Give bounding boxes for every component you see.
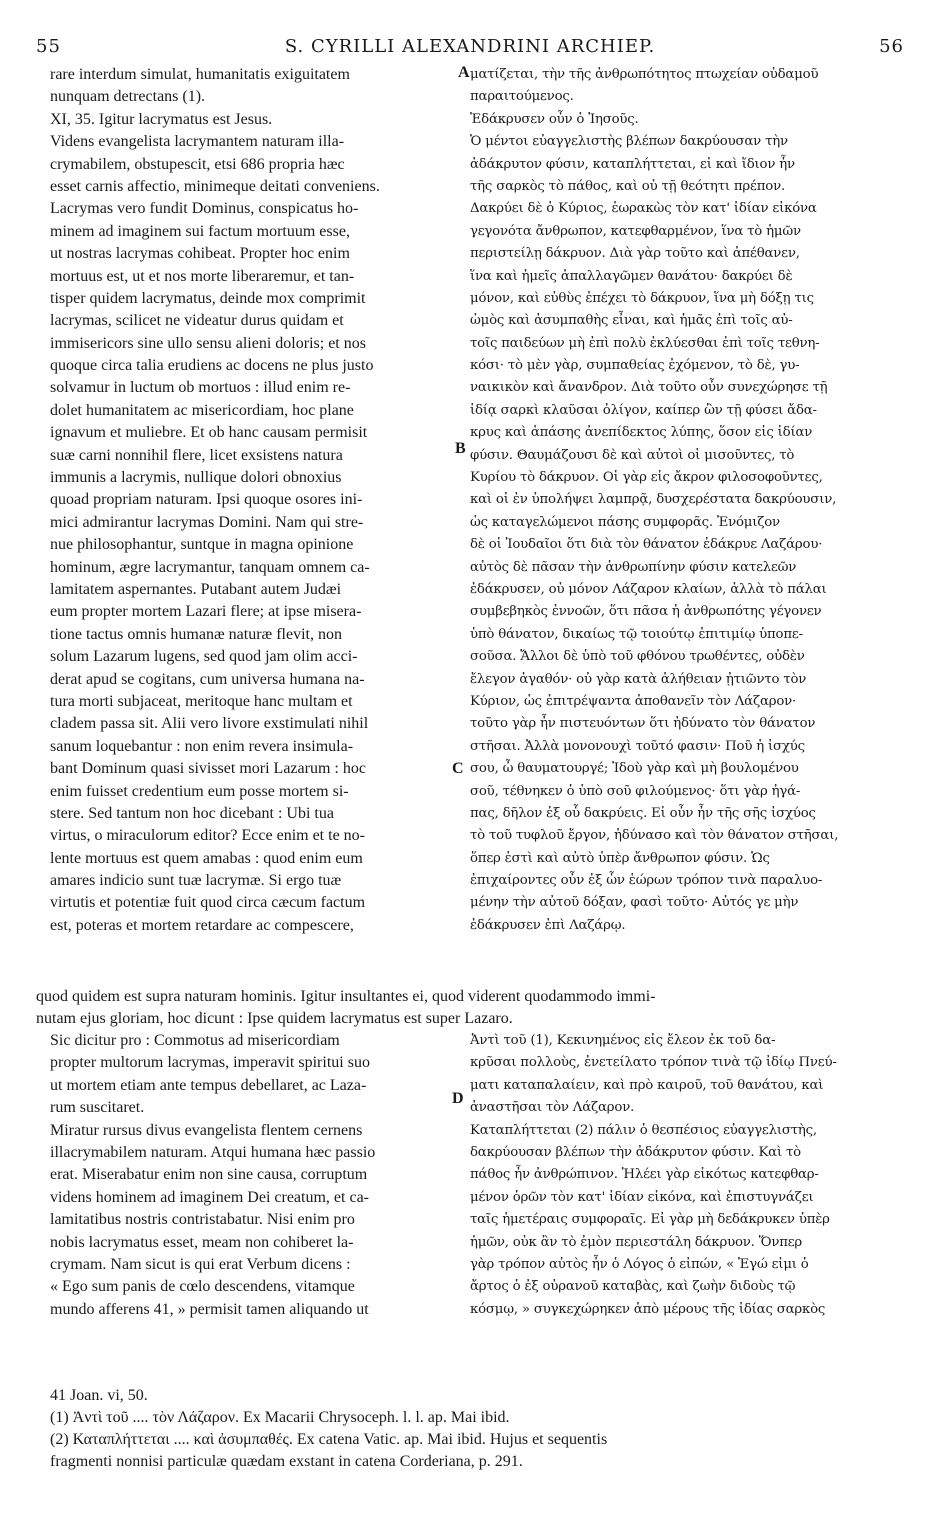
margin-marker-c: C (452, 760, 464, 777)
greek-text-line: ἐπιχαίροντες οὖν ἐξ ὧν ἑώρων τρόπον τινὰ παραλυο- (470, 873, 823, 889)
greek-text-line: Ἀντὶ τοῦ (1), Κεκινημένος εἰς ἔλεον ἐκ τοῦ δα- (470, 1033, 776, 1048)
page-number-left: 55 (36, 36, 61, 57)
latin-text-line: enim fuisset credentium eum posse mortem si- (50, 782, 349, 800)
running-title: S. CYRILLI ALEXANDRINI ARCHIEP. (284, 36, 656, 57)
greek-text-line: ἡμῶν, οὐκ ἂν τὸ ἐμὸν περιεστάλη δάκρυον. Ὅνπερ (470, 1234, 803, 1250)
full-width-text-line: nutam ejus gloriam, hoc dicunt : Ipse quidem lacrymatus est super Lazaro. (36, 1010, 513, 1027)
greek-text-line: δὲ οἱ Ἰουδαῖοι ὅτι διὰ τὸν θάνατον ἐδάκρυε Λαζάρου· (470, 537, 823, 553)
greek-text-line: ματι καταπαλαίειν, καὶ πρὸ καιροῦ, τοῦ θανάτου, καὶ (470, 1077, 824, 1093)
latin-text-line: minem ad imaginem sui factum mortuum esse, (50, 222, 350, 240)
greek-text-line: Καταπλήττεται (2) πάλιν ὁ θεσπέσιος εὐαγγελιστὴς, (470, 1122, 817, 1138)
greek-text-line: γεγονότα ἄνθρωπον, κατεφθαρμένον, ἵνα τὸ ἡμῶν (470, 223, 801, 239)
greek-text-line: τοῦτο γὰρ ἦν πιστευόντων ὅτι ἠδύνατο τὸν θάνατον (470, 716, 816, 732)
greek-text-line: μένον ὁρῶν τὸν κατ' ἰδίαν εἰκόνα, καὶ ἐπιστυγνάζει (470, 1189, 814, 1205)
greek-text-line: δακρύουσαν βλέπων τὴν ἀδάκρυτον φύσιν. Καὶ τὸ (470, 1144, 801, 1160)
greek-text-line: κρῦσαι πολλοὺς, ἐνετείλατο τρόπον τινὰ τῷ ἰδίῳ Πνεύ- (470, 1055, 837, 1071)
latin-text-line: stere. Sed tantum non hoc dicebant : Ubi tua (50, 804, 334, 822)
latin-text-line: nobis lacrymatus esset, meam non cohiberet la- (50, 1233, 354, 1251)
greek-text-line: ὅπερ ἐστὶ καὶ αὐτὸ ὑπὲρ ἄνθρωπον φύσιν. Ὡς (470, 850, 770, 866)
latin-text-line: solum Lazarum lugens, sed quod jam olim acci- (50, 648, 358, 666)
latin-text-line: lamitatibus nostris contristabatur. Nisi enim pro (50, 1211, 355, 1229)
latin-text-line: sanum loquebantur : non enim revera insimula- (50, 737, 354, 755)
greek-text-line: καὶ οἱ ἐν ὑπολήψει λαμπρᾷ, δυσχερέστατα δακρύουσιν, (470, 492, 837, 508)
latin-text-line: amares indicio sunt tuæ lacrymæ. Si ergo tuæ (50, 872, 342, 890)
latin-text-line: dolet humanitatem ac misericordiam, hoc plane (50, 401, 354, 419)
latin-text-line: immisericors sine ullo sensu alieni doloris; et nos (50, 334, 366, 352)
latin-text-line: lente mortuus est quem amabas : quod enim eum (50, 849, 363, 867)
greek-text-line: Κύριον, ὡς ἐπιτρέψαντα ἀποθανεῖν τὸν Λάζαρον· (470, 693, 797, 709)
latin-text-line: Videns evangelista lacrymantem naturam illa- (50, 133, 345, 151)
latin-text-line: tisper quidem lacrymatus, deinde mox comprimit (50, 289, 366, 307)
greek-text-line: πας, δῆλον ἐξ οὗ δακρύεις. Εἰ οὖν ἦν τῆς σῆς ἰσχύος (470, 805, 816, 821)
greek-text-line: Δακρύει δὲ ὁ Κύριος, ἑωρακὼς τὸν κατ' ἰδίαν εἰκόνα (470, 201, 817, 217)
latin-text-line: lacrymas, scilicet ne videatur durus quidam et (50, 312, 344, 330)
latin-text-line: ut nostras lacrymas cohibeat. Propter hoc enim (50, 245, 350, 263)
full-width-lines (36, 986, 904, 1030)
latin-text-line: eum propter mortem Lazari flere; at ipse misera- (50, 603, 362, 621)
latin-text-line: solvamur in luctum ob mortuos : illud enim re- (50, 379, 351, 397)
latin-text-line: videns hominem ad imaginem Dei creatum, et ca- (50, 1188, 369, 1206)
margin-marker-d: D (452, 1090, 464, 1107)
footnote-line: fragmenti nonnisi particulæ quædam exstant in catena Corderiana, p. 291. (50, 1453, 523, 1470)
greek-text-line: κρυς καὶ ἁπάσης ἀνεπίδεκτος λύπης, ὅσον εἰς ἰδίαν (470, 425, 813, 441)
greek-text-line: παραιτούμενος. (470, 89, 574, 105)
greek-text-line: μόνον, καὶ εὐθὺς ἐπέχει τὸ δάκρυον, ἵνα μὴ δόξῃ τις (470, 290, 814, 306)
latin-text-line: nunquam detrectans (1). (50, 88, 206, 106)
latin-column-bottom (50, 1030, 460, 1321)
latin-text-line: mundo afferens 41, » permisit tamen aliquando ut (50, 1300, 369, 1318)
latin-text-line: rum suscitaret. (50, 1099, 145, 1117)
greek-text-line: περιστείλῃ δάκρυον. Διὰ γὰρ τοῦτο καὶ ἀπέθανεν, (470, 246, 800, 262)
greek-text-line: Κυρίου τὸ δάκρυον. Οἱ γὰρ εἰς ἄκρον φιλοσοφοῦντες, (470, 470, 823, 486)
greek-text-line: στῆσαι. Ἀλλὰ μονονουχὶ τοῦτό φασιν· Ποῦ ἡ ἰσχύς (470, 738, 805, 754)
latin-text-line: Miratur rursus divus evangelista flentem cernens (50, 1121, 363, 1139)
greek-text-line: μένην τὴν αὐτοῦ δόξαν, φασὶ τοῦτο· Αὐτός γε μὴν (470, 895, 799, 911)
greek-text-line: ἄρτος ὁ ἐξ οὐρανοῦ καταβὰς, καὶ ζωὴν διδοὺς τῷ (470, 1279, 796, 1295)
greek-text-line: πάθος ἦν ἀνθρώπινον. Ἠλέει γὰρ εἰκότως κατεφθαρ- (470, 1167, 819, 1183)
latin-text-line: esset carnis affectio, minimeque deitati conveniens. (50, 177, 380, 195)
latin-text-line: nue philosophantur, suntque in magna opinione (50, 536, 354, 554)
latin-text-line: suæ carni nonnihil flere, licet exsistens natura (50, 446, 343, 464)
greek-text-line: ἵνα καὶ ἡμεῖς ἀπαλλαγῶμεν θανάτου· δακρύει δὲ (470, 268, 793, 284)
latin-text-line: « Ego sum panis de cœlo descendens, vitamque (50, 1278, 355, 1296)
greek-text-line: ἔλεγον ἀγαθόν· οὐ γὰρ κατὰ ἀλήθειαν ᾐτιῶντο τὸν (470, 671, 807, 687)
latin-text-line: virtus, o miraculorum editor? Ecce enim et te no- (50, 827, 365, 845)
greek-text-line: ἀναστῆσαι τὸν Λάζαρον. (470, 1100, 635, 1116)
greek-column-top (470, 64, 910, 937)
latin-text-line: erat. Miserabatur enim non sine causa, corruptum (50, 1166, 368, 1184)
latin-text-line: illacrymabilem naturam. Atqui humana hæc passio (50, 1143, 376, 1161)
greek-text-line: κόσμῳ, » συγκεχώρηκεν ἀπὸ μέρους τῆς ἰδίας σαρκὸς (470, 1301, 826, 1317)
latin-text-line: tione tactus omnis humanæ naturæ flevit, non (50, 625, 342, 643)
latin-text-line: derat apud se cogitans, cum universa humana na- (50, 670, 365, 688)
greek-text-line: σου, ὦ θαυματουργέ; Ἰδοὺ γὰρ καὶ μὴ βουλομένου (470, 761, 799, 777)
footnote-line: 41 Joan. vi, 50. (50, 1387, 148, 1404)
greek-text-line: ταῖς ἡμετέραις συμφοραῖς. Εἰ γὰρ μὴ δεδάκρυκεν ὑπὲρ (470, 1212, 830, 1228)
latin-text-line: crymam. Nam sicut is qui erat Verbum dicens : (50, 1255, 351, 1273)
latin-text-line: crymabilem, obstupescit, etsi 686 propria hæc (50, 155, 345, 173)
latin-text-line: lamitatem aspernantes. Putabant autem Judæi (50, 580, 342, 598)
latin-text-line: mortuus est, ut et nos morte liberaremur, et tan- (50, 267, 355, 285)
latin-text-line: immunis a lacrymis, nullique dolori obnoxius (50, 469, 342, 487)
greek-column-bottom (470, 1030, 910, 1321)
latin-text-line: hominum, ægre lacrymantur, tanquam omnem ca- (50, 558, 370, 576)
margin-marker-a: A (458, 64, 470, 81)
latin-text-line: est, poteras et mortem retardare ac compescere, (50, 916, 354, 934)
latin-text-line: ut mortem etiam ante tempus debellaret, ac Laza- (50, 1076, 367, 1094)
greek-text-line: φύσιν. Θαυμάζουσι δὲ καὶ αὐτοὶ οἱ μισοῦντες, τὸ (470, 447, 795, 463)
greek-text-line: Ἐδάκρυσεν οὖν ὁ Ἰησοῦς. (470, 111, 639, 127)
greek-text-line: ἀδάκρυτον φύσιν, καταπλήττεται, εἰ καὶ ἴδιον ἦν (470, 156, 795, 172)
greek-text-line: σοῦ, τέθνηκεν ὁ ὑπὸ σοῦ φιλούμενος· ὅτι γὰρ ἠγά- (470, 783, 801, 799)
greek-text-line: ναικικὸν καὶ ἄνανδρον. Διὰ τοῦτο οὖν συνεχώρησε τῇ (470, 380, 828, 396)
latin-text-line: quoad propriam naturam. Ipsi quoque osores ini- (50, 491, 363, 509)
full-width-text-line: quod quidem est supra naturam hominis. Igitur insultantes ei, quod viderent quodammodo immi- (36, 988, 656, 1005)
greek-text-line: ἐδάκρυσεν, οὐ μόνον Λάζαρον κλαίων, ἀλλὰ τὸ πάλαι (470, 581, 827, 597)
latin-text-line: quoque circa talia erudiens ac docens ne plus justo (50, 357, 374, 375)
greek-text-line: ὑπὸ θάνατον, δικαίως τῷ τοιούτῳ ἐπιτιμίῳ ὑποπε- (470, 626, 803, 642)
latin-text-line: Sic dicitur pro : Commotus ad misericordiam (50, 1032, 340, 1049)
latin-text-line: Lacrymas vero fundit Dominus, conspicatus ho- (50, 200, 359, 218)
greek-text-line: τὸ τοῦ τυφλοῦ ἔργον, ἠδύνασο καὶ τὸν θάνατον στῆσαι, (470, 828, 839, 844)
greek-text-line: τῆς σαρκὸς τὸ πάθος, καὶ οὐ τῇ θεότητι πρέπον. (470, 178, 785, 194)
greek-text-line: Ὁ μέντοι εὐαγγελιστὴς βλέπων δακρύουσαν τὴν (470, 134, 788, 150)
greek-text-line: συμβεβηκὸς ἐννοῶν, ὅτι πᾶσα ἡ ἀνθρωπότης γέγονεν (470, 604, 822, 620)
greek-text-line: ὠμὸς καὶ ἀσυμπαθὴς εἶναι, καὶ ἡμᾶς ἐπὶ τοῖς αὐ- (470, 313, 793, 329)
greek-text-line: γὰρ τρόπον αὐτὸς ἦν ὁ Λόγος ὁ εἰπών, « Ἐγώ εἰμι ὁ (470, 1256, 809, 1272)
page-number-right: 56 (879, 36, 904, 57)
footnote-line: (2) Καταπλήττεται .... καὶ ἀσυμπαθές. Ex catena Vatic. ap. Mai ibid. Hujus et sequentis (50, 1431, 608, 1448)
latin-text-line: rare interdum simulat, humanitatis exiguitatem (50, 66, 350, 83)
latin-text-line: XI, 35. Igitur lacrymatus est Jesus. (50, 110, 273, 128)
greek-text-line: ματίζεται, τὴν τῆς ἀνθρωπότητος πτωχείαν οὐδαμοῦ (470, 67, 819, 82)
greek-text-line: ἐδάκρυσεν ἐπὶ Λαζάρῳ. (470, 917, 626, 933)
footnotes (50, 1385, 910, 1473)
latin-text-line: virtutis et potentiæ fuit quod circa cæcum factum (50, 894, 366, 912)
latin-text-line: cladem passa sit. Alii vero livore exstimulati nihil (50, 715, 369, 733)
greek-text-line: ἰδίᾳ σαρκὶ κλαῦσαι ὀλίγον, καίπερ ὢν τῇ φύσει ἄδα- (470, 402, 817, 418)
latin-text-line: ignavum et muliebre. Et ob hanc causam permisit (50, 424, 368, 442)
greek-text-line: ὡς καταγελώμενοι πάσης συμφορᾶς. Ἐνόμιζον (470, 514, 780, 530)
latin-text-line: mici admirantur lacrymas Domini. Nam qui stre- (50, 513, 364, 531)
greek-text-line: σοῦσα. Ἄλλοι δὲ ὑπὸ τοῦ φθόνου τρωθέντες, οὐδὲν (470, 649, 805, 665)
greek-text-line: κόσι· τὸ μὲν γὰρ, συμπαθείας ἐχόμενον, τὸ δὲ, γυ- (470, 358, 800, 374)
margin-marker-b: B (455, 440, 466, 457)
latin-text-line: propter multorum lacrymas, imperavit spiritui suo (50, 1054, 370, 1072)
latin-text-line: tura morti subjaceat, meritoque hanc multam et (50, 692, 353, 710)
running-header (36, 36, 904, 60)
latin-column-top (50, 64, 460, 937)
greek-text-line: αὐτὸς δὲ πᾶσαν τὴν ἀνθρωπίνην φύσιν κατελεῶν (470, 559, 797, 575)
greek-text-line: τοῖς παιδεύων μὴ ἐπὶ πολὺ ἐκλύεσθαι ἐπὶ τοῖς τεθνη- (470, 335, 820, 351)
latin-text-line: bant Dominum quasi sivisset mori Lazarum : hoc (50, 760, 366, 778)
footnote-line: (1) Ἀντὶ τοῦ .... τὸν Λάζαρον. Ex Macarii Chrysoceph. l. l. ap. Mai ibid. (50, 1409, 510, 1426)
